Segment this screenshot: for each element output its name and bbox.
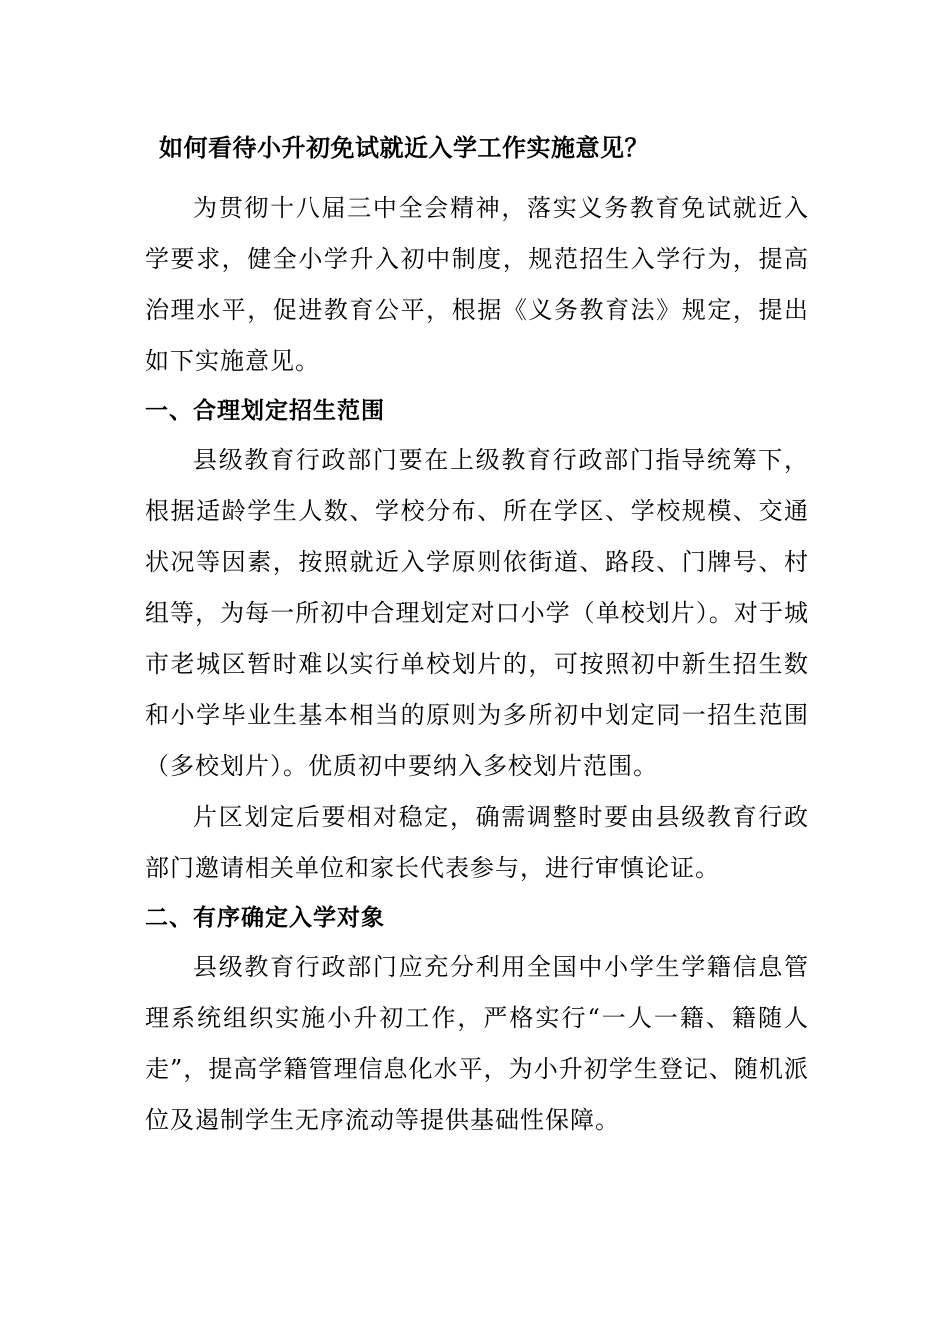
document-body [145, 126, 809, 1146]
section-1-paragraph-2: 片区划定后要相对稳定，确需调整时要由县级教育行政部门邀请相关单位和家长代表参与，进行审慎论证。 [145, 803, 809, 882]
section-heading-1: 一、合理划定招生范围 [145, 398, 385, 424]
section-2-paragraph-1: 县级教育行政部门应充分利用全国中小学生学籍信息管理系统组织实施小升初工作，严格实行“一人一籍、籍随人走”，提高学籍管理信息化水平，为小升初学生登记、随机派位及遏制学生无序流动等提供基础性保障。 [145, 953, 809, 1134]
section-heading-2: 二、有序确定入学对象 [145, 905, 385, 931]
section-1-paragraph-1: 县级教育行政部门要在上级教育行政部门指导统筹下，根据适龄学生人数、学校分布、所在学区、学校规模、交通状况等因素，按照就近入学原则依街道、路段、门牌号、村组等，为每一所初中合理划定对口小学（单校划片）。对于城市老城区暂时难以实行单校划片的，可按照初中新生招生数和小学毕业生基本相当的原则为多所初中划定同一招生范围（多校划片）。优质初中要纳入多校划片范围。 [145, 446, 809, 780]
intro-paragraph: 为贯彻十八届三中全会精神，落实义务教育免试就近入学要求，健全小学升入初中制度，规范招生入学行为，提高治理水平，促进教育公平，根据《义务教育法》规定，提出如下实施意见。 [145, 194, 809, 375]
document-title: 如何看待小升初免试就近入学工作实施意见？ [159, 134, 649, 162]
